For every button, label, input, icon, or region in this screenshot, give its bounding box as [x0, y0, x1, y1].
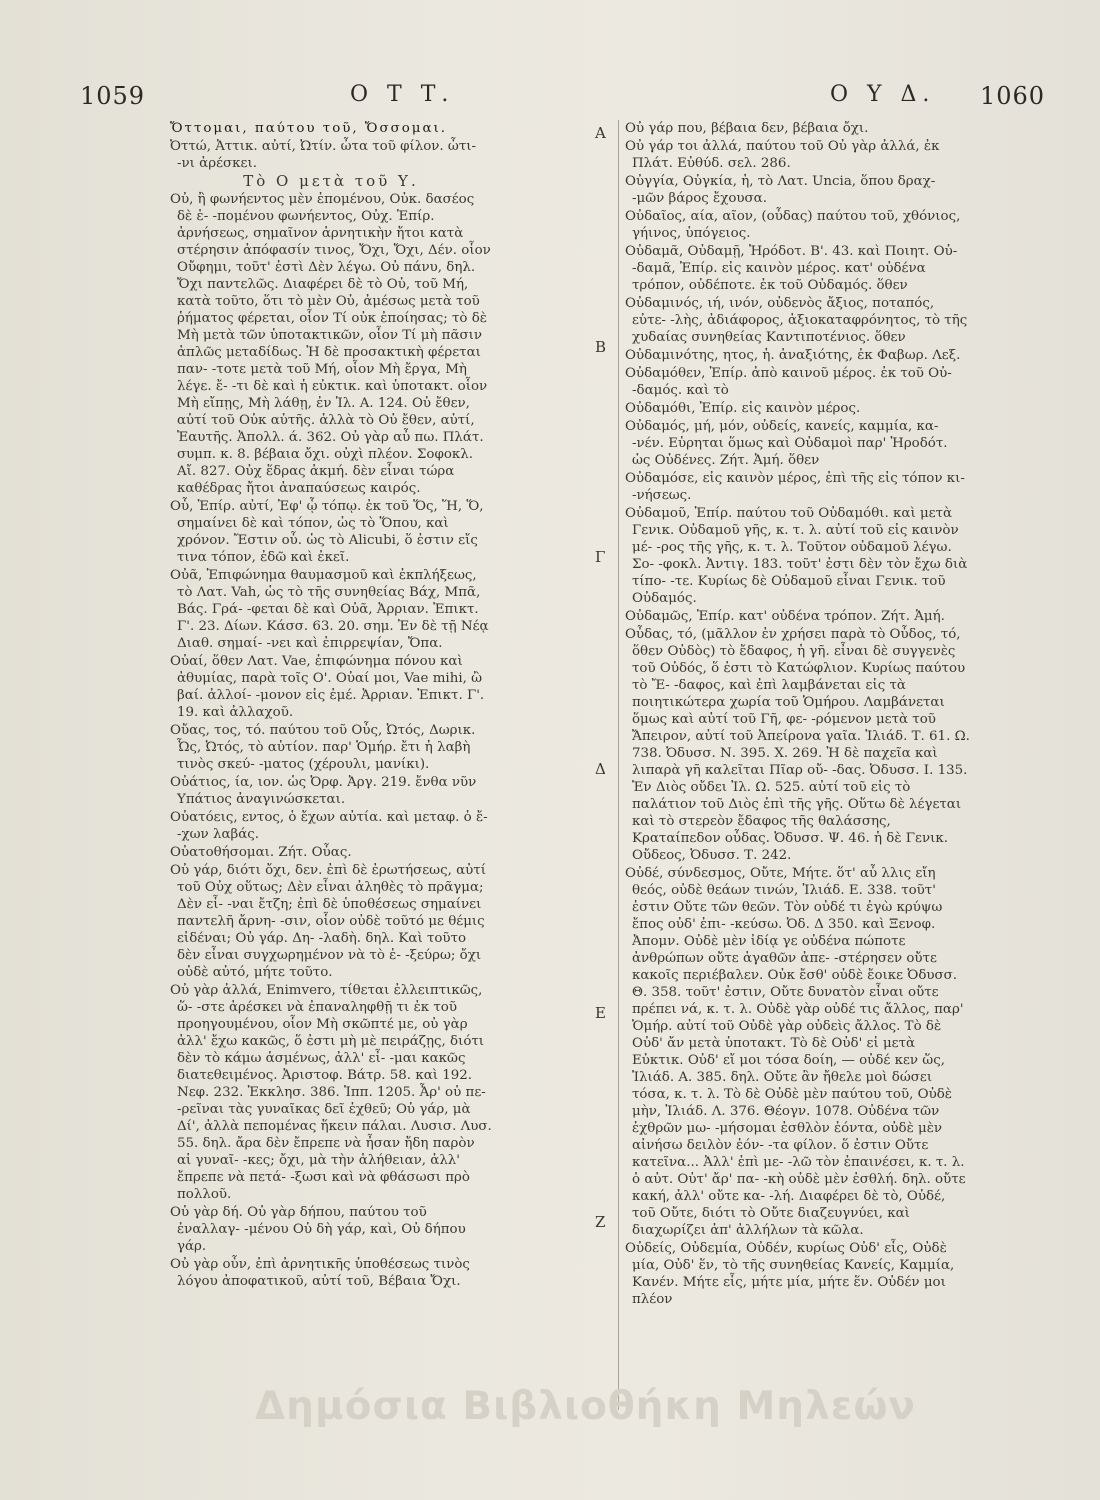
dictionary-entry: Οὗ, Ἐπίρ. αὐτί, Ἐφ' ᾧ τόπῳ. ἐκ τοῦ Ὅς, Ἥ, Ὅ, σημαίνει δὲ καὶ τόπον, ὡς τὸ Ὅπου, καὶ χρόνον. Ἔστιν οὗ. ὡς τὸ Alicubi, ὅ ἐστιν εἴς τινα τόπον, ἐδῶ καὶ ἐκεῖ.: [170, 499, 484, 565]
dictionary-entry: Οὐδαμόθεν, Ἐπίρ. ἀπὸ καινοῦ μέρος. ἐκ τοῦ Οὐ- ‑δαμός. καὶ τὸ: [625, 366, 952, 398]
dictionary-entry: Οὐ γὰρ ἀλλά, Enimvero, τίθεται ἐλλειπτικῶς, ὥ- ‑στε ἀρέσκει νὰ ἐπαναληφθῇ τι ἐκ τοῦ προηγουμένου, οἷον Μὴ σκῶπτέ με, οὐ γὰρ ἀλλ' ἔχω κακῶς, ὅ ἐστι μὴ μὲ πειράζῃς, διότι δὲν τὸ κάμω ἀσμένως, ἀλλ' εἶ- ‑μαι κακῶς διατεθειμένος. Ἀριστοφ. Βάτρ. 58. καὶ 192. Νεφ. 232. Ἐκκλησ. 386. Ἱππ. 1205. Ἆρ' οὐ πε- ‑ρεῖναι τὰς γυναῖκας δεῖ ἐχθεῦ; Οὐ γάρ, μὰ Δί', ἀλλὰ πεπομένας ἥκειν πάλαι. Λυσισ. Λυσ. 55. δηλ. ἄρα δὲν ἔπρεπε νὰ ἦσαν ἤδη παρὸν αἱ γυναῖ- ‑κες; ὄχι, μὰ τὴν ἀλήθειαν, ἀλλ' ἔπρεπε νὰ πετά- ‑ξωσι καὶ νὰ φθάσωσι πρὸ πολλοῦ.: [170, 983, 492, 1202]
margin-letter: Γ: [595, 548, 606, 566]
page-number-right: 1060: [980, 82, 1046, 110]
left-column: [170, 120, 492, 1291]
dictionary-entry: Οὐαί, ὅθεν Λατ. Vae, ἐπιφώνημα πόνου καὶ ἀθυμίας, παρὰ τοῖς Ο'. Οὐαί μοι, Vae mihi, ὢ βαί. ἀλλοί- ‑μονον εἰς ἐμέ. Ἀρριαν. Ἐπικτ. Γ'. 19. καὶ ἀλλαχοῦ.: [170, 654, 485, 720]
dictionary-entry: Οὐ γάρ τοι ἀλλά, παύτου τοῦ Οὐ γὰρ ἀλλά, ἐκ Πλάτ. Εὐθύδ. σελ. 286.: [625, 139, 940, 171]
margin-letter: A: [595, 124, 606, 142]
dictionary-entry: Οὐδαμοῦ, Ἐπίρ. παύτου τοῦ Οὐδαμόθι. καὶ μετὰ Γενικ. Οὐδαμοῦ γῆς, κ. τ. λ. αὐτί τοῦ εἰς καινὸν μέ- ‑ρος τῆς γῆς, κ. τ. λ. Τοῦτον οὐδαμοῦ λέγω. Σο- ‑φοκλ. Ἀντιγ. 183. τοῦτ' ἐστι δὲν τὸν ἔχω διὰ τίπο- ‑τε. Κυρίως δὲ Οὐδαμοῦ εἶναι Γενικ. τοῦ Οὐδαμός.: [625, 506, 968, 606]
dictionary-entry: Οὖδας, τό, (μᾶλλον ἐν χρήσει παρὰ τὸ Οὖδος, τό, ὅθεν Οὐδὸς) τὸ ἔδαφος, ἡ γῆ. εἶναι δὲ συγγενὲς τοῦ Οὐδός, ὅ ἐστι τὸ Κατώφλιον. Κυρίως παύτου τὸ Ἔ- ‑δαφος, καὶ ἐπὶ λαμβάνεται εἰς τὰ ποιητικώτερα χωρία τοῦ Ὁμήρου. Λαμβάνεται ὅμως καὶ αὐτί τοῦ Γῆ, φε- ‑ρόμενον μετὰ τοῦ Ἄπειρον, αὐτί τοῦ Ἀπείρονα γαῖα. Ἰλιάδ. Τ. 61. Ω. 738. Ὀδυσσ. Ν. 395. Χ. 269. Ἡ δὲ παχεῖα καὶ λιπαρὰ γῆ καλεῖται Πῖαρ οὔ- ‑δας. Ὀδυσσ. Ι. 135. Ἐν Διὸς οὔδει Ἰλ. Ω. 525. αὐτί τοῦ εἰς τὸ παλάτιον τοῦ Διὸς ἐπὶ τῆς γῆς. Οὕτω δὲ λέγεται καὶ τὸ στερεὸν ἔδαφος τῆς θαλάσσης, Κραταίπεδον οὖδας. Ὀδυσσ. Ψ. 46. ἡ δὲ Γενικ. Οὔδεος, Ὀδυσσ. Τ. 242.: [625, 627, 970, 863]
dictionary-entry: Οὐδέ, σύνδεσμος, Οὔτε, Μήτε. ὅτ' αὖ λλις εἴη θεός, οὐδὲ θεάων τινών, Ἰλιάδ. Ε. 338. τοῦτ' ἐστιν Οὔτε τῶν θεῶν. Τὸν οὐδέ τι ἐγὼ κρύψω ἔπος οὐδ' ἐπι- ‑κεύσω. Ὀδ. Δ 350. καὶ Ξενοφ. Ἀπομν. Οὐδὲ μὲν ἰδίᾳ γε οὐδένα πώποτε ἀνθρώπων οὔτε ἀγαθῶν ἀπε- ‑στέρησεν οὔτε κακοῖς περιέβαλεν. Οὐκ ἔσθ' οὐδὲ ἔοικε Ὀδυσσ. Θ. 358. τοῦτ' ἐστιν, Οὔτε δυνατὸν εἶναι οὔτε πρέπει νά, κ. τ. λ. Οὐδὲ γὰρ οὐδέ τις ἄλλος, παρ' Ὁμήρ. αὐτί τοῦ Οὐδὲ γὰρ οὐδεὶς ἄλλος. Τὸ δὲ Οὐδ' ἄν μετὰ ὑποτακτ. Τὸ δὲ Οὐδ' εἰ μετὰ Εὐκτικ. Οὐδ' εἴ μοι τόσα δοίη, — οὐδέ κεν ὥς, Ἰλιάδ. Α. 385. δηλ. Οὔτε ἂν ἤθελε μοὶ δώσει τόσα, κ. τ. λ. Τὸ δὲ Οὐδὲ μὲν παύτου τοῦ, Οὐδὲ μὴν, Ἰλιάδ. Λ. 376. Θέογν. 1078. Οὐδένα τῶν ἐχθρῶν μω- ‑μήσομαι ἐσθλὸν ἐόντα, οὐδὲ μὲν αἰνήσω δειλὸν ἐόν- ‑τα φίλον. ὅ ἐστιν Οὔτε κατεῖνα... Ἀλλ' ἐπὶ με- ‑λῶ τὸν ἐπαινέσει, κ. τ. λ. ὁ αὐτ. Οὐτ' ἄρ' πα- ‑κὴ οὐδὲ μὲν ἐσθλή. δηλ. οὔτε κακή, ἀλλ' οὔτε κα- ‑λή. Διαφέρει δὲ τὸ, Οὐδέ, τοῦ Οὔτε, διότι τὸ Οὔτε διαζευγνύει, καὶ διαχωρίζει ἀπ' ἀλλήλων τὰ κῶλα.: [625, 866, 966, 1238]
dictionary-entry: Οὔας, τος, τό. παύτου τοῦ Οὖς, Ὠτός, Δωρικ. Ὦς, Ὠτός, τὸ αὐτίον. παρ' Ὁμήρ. ἔτι ἡ λαβὴ τινὸς σκεύ- ‑ματος (χέρουλι, μανίκι).: [170, 723, 476, 772]
dictionary-entry: Ὀττώ, Ἀττικ. αὐτί, Ὠτίν. ὦτα τοῦ φίλον. ὦτι- ‑νι ἀρέσκει.: [170, 139, 477, 171]
margin-letter: E: [595, 1004, 606, 1022]
dictionary-entry: Οὐδαμινός, ιή, ινόν, οὐδενὸς ἄξιος, ποταπός, εὐτε- ‑λὴς, ἀδιάφορος, ἀξιοκαταφρόνητος, τὸ τῆς χυδαίας συνηθείας Καντιποτένιος. ὅθεν: [625, 296, 968, 345]
dictionary-entry: Οὐ γάρ που, βέβαια δεν, βέβαια ὄχι.: [625, 121, 869, 136]
margin-letter: Z: [595, 1213, 606, 1231]
dictionary-entry: Οὐδαῖος, αία, αῖον, (οὖδας) παύτου τοῦ, χθόνιος, γήινος, ὑπόγειος.: [625, 209, 961, 241]
margin-letter: B: [595, 338, 607, 356]
dictionary-entry: Οὐδαμινότης, ητος, ἡ. ἀναξιότης, ἐκ Φαβωρ. Λεξ.: [625, 348, 961, 363]
right-column: [625, 120, 970, 1309]
dictionary-entry: Οὐ γὰρ οὖν, ἐπὶ ἀρνητικῆς ὑποθέσεως τινὸς λόγου ἀποφατικοῦ, αὐτί τοῦ, Βέβαια Ὄχι.: [170, 1257, 470, 1289]
dictionary-entry: Οὐδαμόθι, Ἐπίρ. εἰς καινὸν μέρος.: [625, 401, 861, 416]
dictionary-entry: Οὐατοθήσομαι. Ζήτ. Οὖας.: [170, 845, 352, 860]
dictionary-entry: Οὐᾶ, Ἐπιφώνημα θαυμασμοῦ καὶ ἐκπλήξεως, τὸ Λατ. Vah, ὡς τὸ τῆς συνηθείας Βάχ, Μπᾶ, Βάς. Γρά- ‑φεται δὲ καὶ Οὐᾶ, Ἀρριαν. Ἐπικτ. Γ'. 23. Δίων. Κάσσ. 63. 20. σημ. Ἐν δὲ τῇ Νέᾳ Διαθ. σημαί- ‑νει καὶ ἐπιρρεψίαν, Ὄπα.: [170, 568, 489, 651]
page-number-left: 1059: [80, 82, 146, 110]
dictionary-entry: Οὐγγία, Οὐγκία, ἡ, τὸ Λατ. Uncia, ὅπου δραχ- ‑μῶν βάρος ἔχουσα.: [625, 174, 936, 206]
dictionary-entry: Οὐδείς, Οὐδεμία, Οὐδέν, κυρίως Οὐδ' εἷς, Οὐδὲ μία, Οὐδ' ἕν, τὸ τῆς συνηθείας Κανείς, Καμμία, Κανέν. Μήτε εἷς, μήτε μία, μήτε ἕν. Οὐδέν μοι πλέον: [625, 1241, 955, 1307]
dictionary-entry: Οὐδαμῶς, Ἐπίρ. κατ' οὐδένα τρόπον. Ζήτ. Ἀμή.: [625, 609, 945, 624]
dictionary-entry: Ὄττομαι, παύτου τοῦ, Ὄσσομαι.: [170, 121, 448, 136]
running-head-left: Ο Τ Τ.: [350, 82, 455, 107]
library-watermark: Δημόσια Βιβλιοθήκη Μηλεών: [255, 1384, 916, 1429]
dictionary-entry: Οὐδαμός, μή, μόν, οὐδείς, κανείς, καμμία, κα- ‑νέν. Εὑρηται ὅμως καὶ Οὐδαμοὶ παρ' Ἡροδότ. ὡς Οὐδένες. Ζήτ. Ἀμή. ὅθεν: [625, 419, 948, 468]
column-divider: [618, 120, 619, 1410]
dictionary-entry: Οὐ γὰρ δή. Οὐ γὰρ δήπου, παύτου τοῦ ἐναλλαγ- ‑μένου Οὐ δὴ γάρ, καὶ, Οὐ δήπου γάρ.: [170, 1205, 466, 1254]
dictionary-entry: Οὐάτιος, ία, ιον. ὡς Ὀρφ. Ἀργ. 219. ἔνθα νῦν Υπάτιος ἀναγινώσκεται.: [170, 775, 477, 807]
dictionary-entry: Οὐδαμόσε, εἰς καινὸν μέρος, ἐπὶ τῆς εἰς τόπον κι- ‑νήσεως.: [625, 471, 965, 503]
dictionary-entry: Οὐ γάρ, διότι ὄχι, δεν. ἐπὶ δὲ ἐρωτήσεως, αὐτί τοῦ Οὐχ οὕτως; Δὲν εἶναι ἀληθὲς τὸ πρᾶγμα; Δὲν εἶ- ‑ναι ἔτζη; ἐπὶ δὲ ὑποθέσεως σημαίνει παντελῆ ἄρνη- ‑σιν, οἷον οὐδὲ τοῦτό με θέμις εἰδέναι; Οὐ γάρ. Δη- ‑λαδὴ. δηλ. Καὶ τοῦτο δὲν εἶναι συγχωρημένον νὰ τὸ ἐ- ‑ξεύρω; ὄχι οὐδὲ αὐτό, μήτε τοῦτο.: [170, 863, 486, 980]
dictionary-entry: Οὐ, ἢ φωνήεντος μὲν ἑπομένου, Οὐκ. δασέος δὲ ἑ- ‑πομένου φωνήεντος, Οὐχ. Ἐπίρ. ἀρνήσεως, σημαῖνον ἀρνητικὴν ἤτοι κατὰ στέρησιν ἀπόφασίν τινος, Ὄχι, Ὄχι, Δέν. οἷον Οὔφημι, τοῦτ' ἐστὶ Δὲν λέγω. Οὐ πάνυ, δηλ. Ὄχι παντελῶς. Διαφέρει δὲ τὸ Οὐ, τοῦ Μή, κατὰ τοῦτο, ὅτι τὸ μὲν Οὐ, ἀμέσως μετὰ τοῦ ῥήματος φέρεται, οἷον Τί οὐκ ἐποίησας; τὸ δὲ Μὴ μετὰ τῶν ὑποτακτικῶν, οἷον Τί μὴ πᾶσιν ἁπλῶς μεταδίδως. Ἡ δὲ προσακτικὴ φέρεται παν- ‑τοτε μετὰ τοῦ Μή, οἷον Μὴ ἔργα, Μὴ λέγε. ἔ- ‑τι δὲ καὶ ἡ εὐκτικ. καὶ ὑποτακτ. οἷον Μὴ εἴπῃς, Μὴ λάθῃ, ἐν Ἰλ. Α. 124. Οὐ ἔθεν, αὐτί τοῦ Οὐκ αὐτῆς. ἀλλὰ τὸ Οὐ ἔθεν, αὐτί, Ἑαυτῆς. Ἀπολλ. ά. 362. Οὐ γὰρ αὖ πω. Πλάτ. συμπ. κ. 8. βέβαια ὄχι. οὐχὶ πλέον. Σοφοκλ. Αἴ. 827. Οὐχ ἕδρας ἀκμή. δὲν εἶναι τώρα καθέδρας ἤτοι ἀναπαύσεως καιρός.: [170, 192, 491, 496]
margin-letter: Δ: [595, 760, 606, 778]
dictionary-entry: Οὐατόεις, εντος, ὁ ἔχων αὐτία. καὶ μεταφ. ὁ ἔ- ‑χων λαβάς.: [170, 810, 488, 842]
dictionary-entry: Οὐδαμᾶ, Οὐδαμῇ, Ἡρόδοτ. Β'. 43. καὶ Ποιητ. Οὐ- ‑δαμᾶ, Ἐπίρ. εἰς καινὸν μέρος. κατ' οὐδένα τρόπον, οὐδέποτε. ἐκ τοῦ Οὐδαμός. ὅθεν: [625, 244, 958, 293]
running-head-right: Ο Υ Δ.: [830, 82, 936, 107]
section-heading: Τὸ Ο μετὰ τοῦ Υ.: [243, 172, 419, 190]
